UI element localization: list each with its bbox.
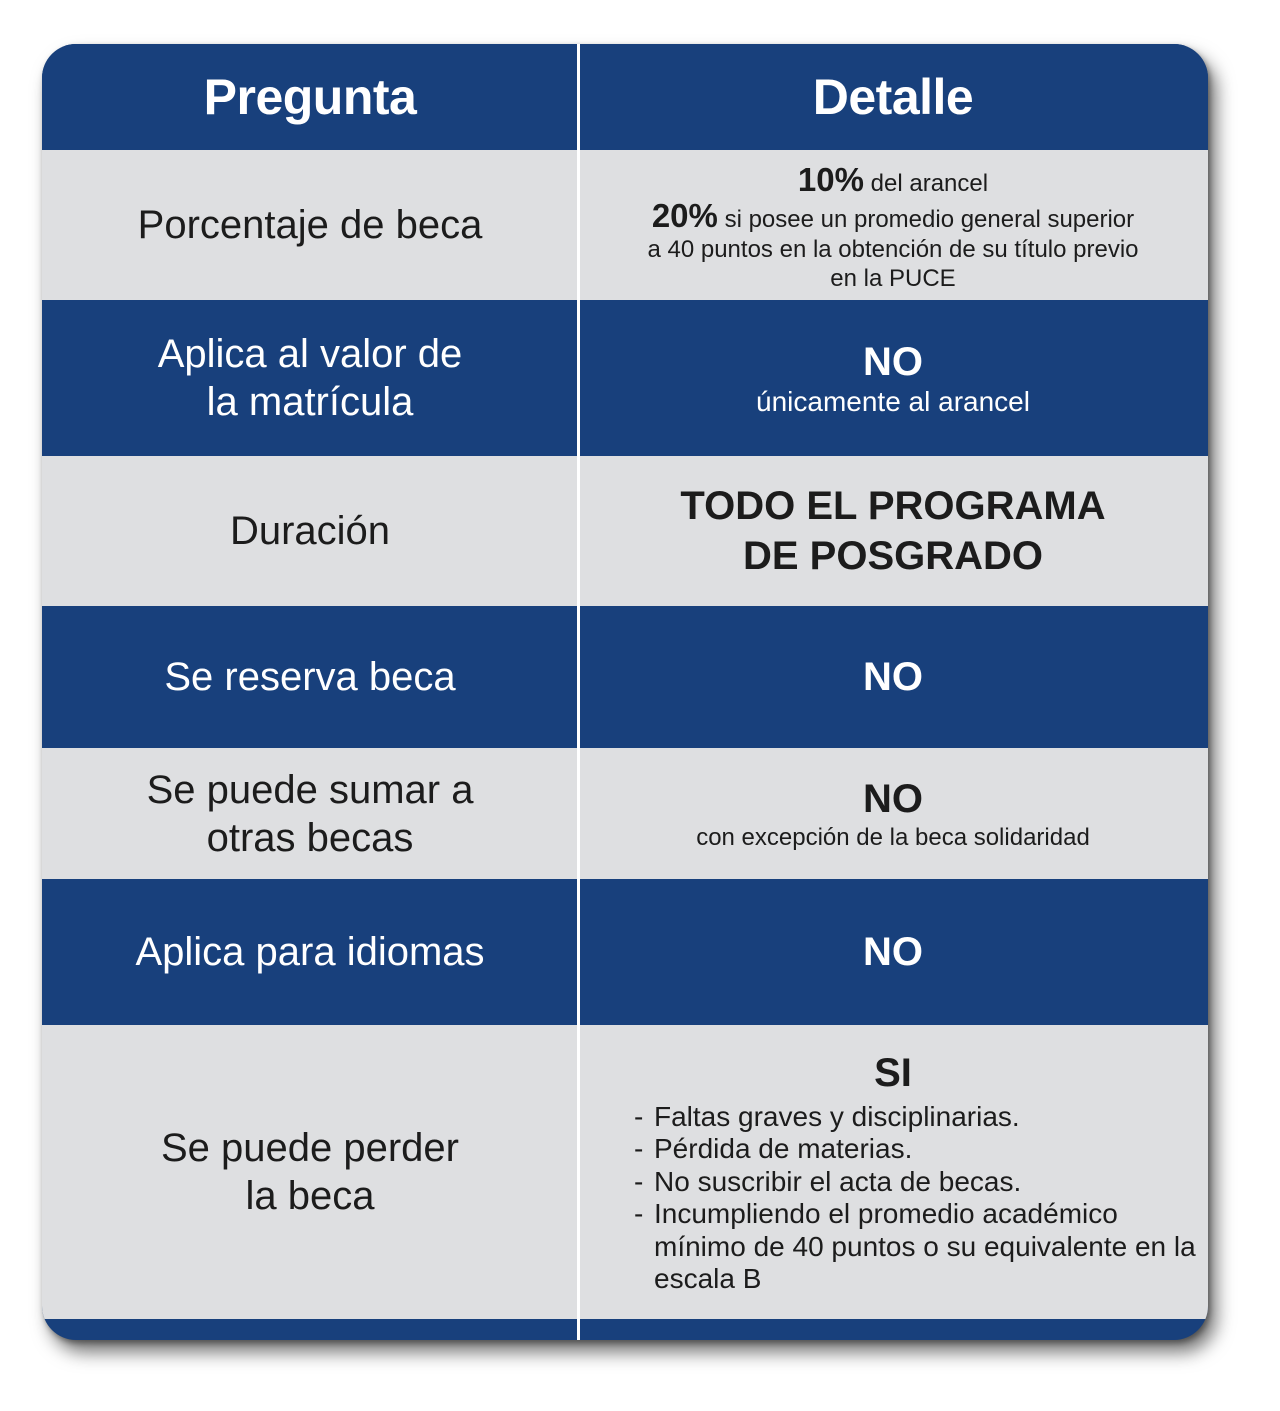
- lose-reason-text: Incumpliendo el promedio académico mínimo de 40 puntos o su equivalente en la escala B: [654, 1198, 1196, 1294]
- question-duration: [42, 456, 578, 606]
- lose-reason-text: No suscribir el acta de becas.: [654, 1165, 1022, 1197]
- question-lose: [42, 1025, 578, 1319]
- list-item: - Pérdida de materias.: [634, 1133, 913, 1164]
- detail-percentage-line4: en la PUCE: [830, 265, 956, 292]
- answer-duration-line2: DE POSGRADO: [742, 534, 1044, 578]
- note-combine: con excepción de la beca solidaridad: [696, 824, 1090, 851]
- detail-percentage: [578, 150, 1208, 300]
- lose-reasons-list: [578, 1101, 1208, 1296]
- question-enrollment: [42, 300, 578, 456]
- percentage-20-text: si posee un promedio general superior: [724, 206, 1135, 233]
- question-enrollment-line2: la matrícula: [206, 380, 414, 424]
- question-combine: [42, 748, 578, 879]
- question-percentage-label: Porcentaje de beca: [137, 203, 483, 247]
- question-lose-line1: Se puede perder: [160, 1126, 459, 1170]
- answer-duration-line1: TODO EL PROGRAMA: [680, 484, 1106, 528]
- answer-languages: NO: [863, 930, 923, 974]
- detail-percentage-line1: [798, 163, 988, 201]
- scholarship-table: [42, 44, 1208, 1319]
- detail-enrollment: [578, 300, 1208, 456]
- answer-reserve: NO: [863, 655, 923, 699]
- answer-enrollment: NO: [863, 340, 923, 384]
- list-item: - Incumpliendo el promedio académico mínimo de 40 puntos o su equivalente en la escala B: [634, 1198, 1196, 1294]
- question-enrollment-line1: Aplica al valor de: [157, 332, 463, 376]
- list-item: - Faltas graves y disciplinarias.: [634, 1100, 1020, 1132]
- detail-percentage-line2: [651, 197, 1135, 235]
- percentage-10-text: del arancel: [870, 170, 989, 197]
- answer-lose: SI: [874, 1050, 912, 1095]
- header-question: [42, 44, 578, 150]
- answer-combine: NO: [863, 777, 923, 821]
- note-enrollment: únicamente al arancel: [756, 386, 1030, 417]
- question-combine-line1: Se puede sumar a: [146, 767, 474, 812]
- question-combine-line2: otras becas: [206, 815, 414, 860]
- question-duration-label: Duración: [229, 509, 391, 553]
- detail-duration: [578, 456, 1208, 606]
- question-languages-label: Aplica para idiomas: [135, 930, 485, 974]
- header-detail: [578, 44, 1208, 150]
- header-question-label: Pregunta: [203, 69, 417, 125]
- header-detail-label: Detalle: [812, 69, 974, 125]
- lose-reason-text: Pérdida de materias.: [654, 1133, 913, 1164]
- question-reserve-label: Se reserva beca: [164, 655, 456, 699]
- percentage-20: 20%: [651, 197, 718, 234]
- detail-reserve: [578, 606, 1208, 748]
- question-percentage: [42, 150, 578, 300]
- scholarship-table-card: [42, 44, 1208, 1340]
- detail-combine: [578, 748, 1208, 879]
- column-divider: [577, 44, 580, 1340]
- question-reserve: [42, 606, 578, 748]
- percentage-10: 10%: [797, 161, 864, 198]
- question-languages: [42, 879, 578, 1025]
- list-item: - No suscribir el acta de becas.: [634, 1165, 1022, 1197]
- detail-languages: [578, 879, 1208, 1025]
- lose-reason-text: Faltas graves y disciplinarias.: [654, 1100, 1020, 1132]
- question-lose-line2: la beca: [245, 1174, 375, 1218]
- detail-lose: [578, 1025, 1208, 1319]
- detail-percentage-line3: a 40 puntos en la obtención de su título previo: [647, 236, 1139, 263]
